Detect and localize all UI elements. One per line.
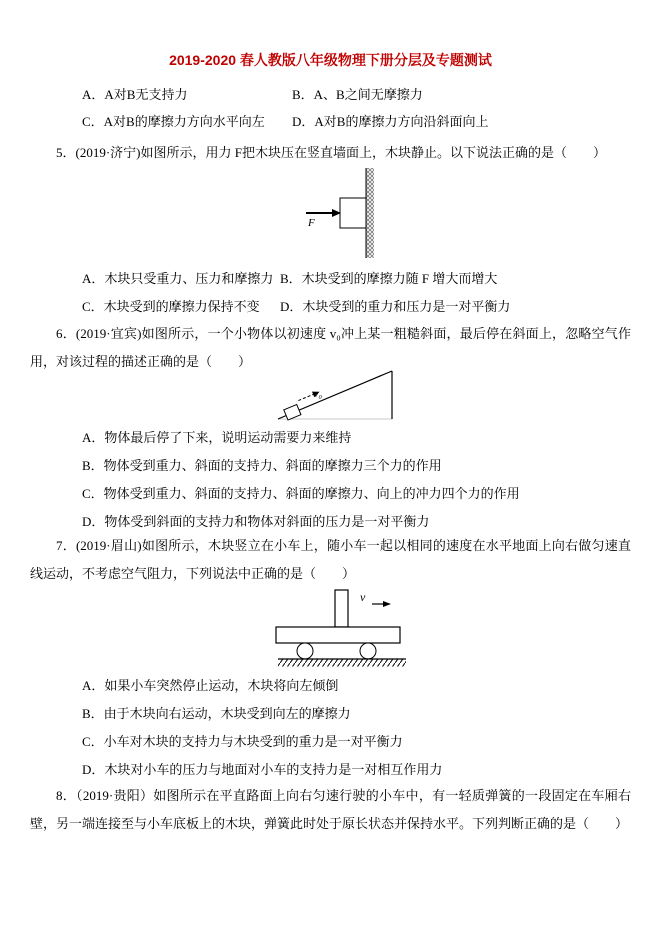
question5-options [82,265,510,321]
option-c: C．物体受到重力、斜面的支持力、斜面的摩擦力、向上的冲力四个力的作用 [82,486,520,501]
question7-figure [0,586,661,668]
wall-icon [366,168,374,258]
question6-figure [0,366,661,426]
option-b: B．木块受到的摩擦力随 F 增大而增大 [280,271,498,286]
question4-options [82,81,488,135]
question8-stem: 8．（2019·贵阳）如图所示在平直路面上向右匀速行驶的小车中，有一轻质弹簧的一段固定在车厢右壁，另一端连接至与小车底板上的木块，弹簧此时处于原长状态并保持水平。下列判断正确的是（ ） [30,788,631,831]
block-icon [335,590,348,627]
wheel-icon [297,643,313,659]
ground-icon [278,659,406,667]
cart-body-icon [276,627,400,643]
option-c: C．木块受到的摩擦力保持不变 [82,299,260,314]
page-title: 2019-2020 春人教版八年级物理下册分层及专题测试 [169,52,492,68]
option-d: D．木块对小车的压力与地面对小车的支持力是一对相互作用力 [82,762,443,777]
initial-velocity-label: v₀ [314,389,322,400]
question7-options [82,672,442,784]
option-d: D．物体受到斜面的支持力和物体对斜面的压力是一对平衡力 [82,514,430,529]
velocity-label: v [360,590,366,604]
force-arrow-icon [306,209,341,217]
block-icon [340,198,366,228]
force-label: F [308,217,315,229]
wall-press-diagram [0,164,661,264]
question7-stem: 7．(2019·眉山)如图所示，木块竖立在小车上，随小车一起以相同的速度在水平地面上向右做匀速直线运动，不考虑空气阻力，下列说法中正确的是（ ） [30,538,631,581]
wheel-icon [360,643,376,659]
option-a: A．木块只受重力、压力和摩擦力 [82,271,274,286]
option-d: D．A对B的摩擦力方向沿斜面向上 [292,114,489,129]
cart-diagram [0,586,661,668]
option-c: C．小车对木块的支持力与木块受到的重力是一对平衡力 [82,734,403,749]
option-c: C．A对B的摩擦力方向水平向左 [82,114,265,129]
option-b: B．由于木块向右运动，木块受到向左的摩擦力 [82,706,351,721]
question6-options [82,424,520,536]
option-a: A．物体最后停了下来，说明运动需要力来维持 [82,430,352,445]
question5-stem: 5．(2019·济宁)如图所示，用力 F把木块压在竖直墙面上，木块静止。以下说法正确的是（ ） [56,145,606,160]
option-a: A．A对B无支持力 [82,87,188,102]
question5-figure [0,164,661,264]
velocity-arrow-icon [372,601,391,607]
option-d: D．木块受到的重力和压力是一对平衡力 [280,299,511,314]
option-b: B．物体受到重力、斜面的支持力、斜面的摩擦力三个力的作用 [82,458,442,473]
question6-stem: 6．(2019·宜宾)如图所示，一个小物体以初速度 v₀冲上某一粗糙斜面，最后停在斜面上，忽略空气作用，对该过程的描述正确的是（ ） [30,326,631,369]
option-a: A．如果小车突然停止运动，木块将向左倾倒 [82,678,339,693]
incline-diagram [0,366,661,426]
option-b: B．A、B之间无摩擦力 [292,87,423,102]
